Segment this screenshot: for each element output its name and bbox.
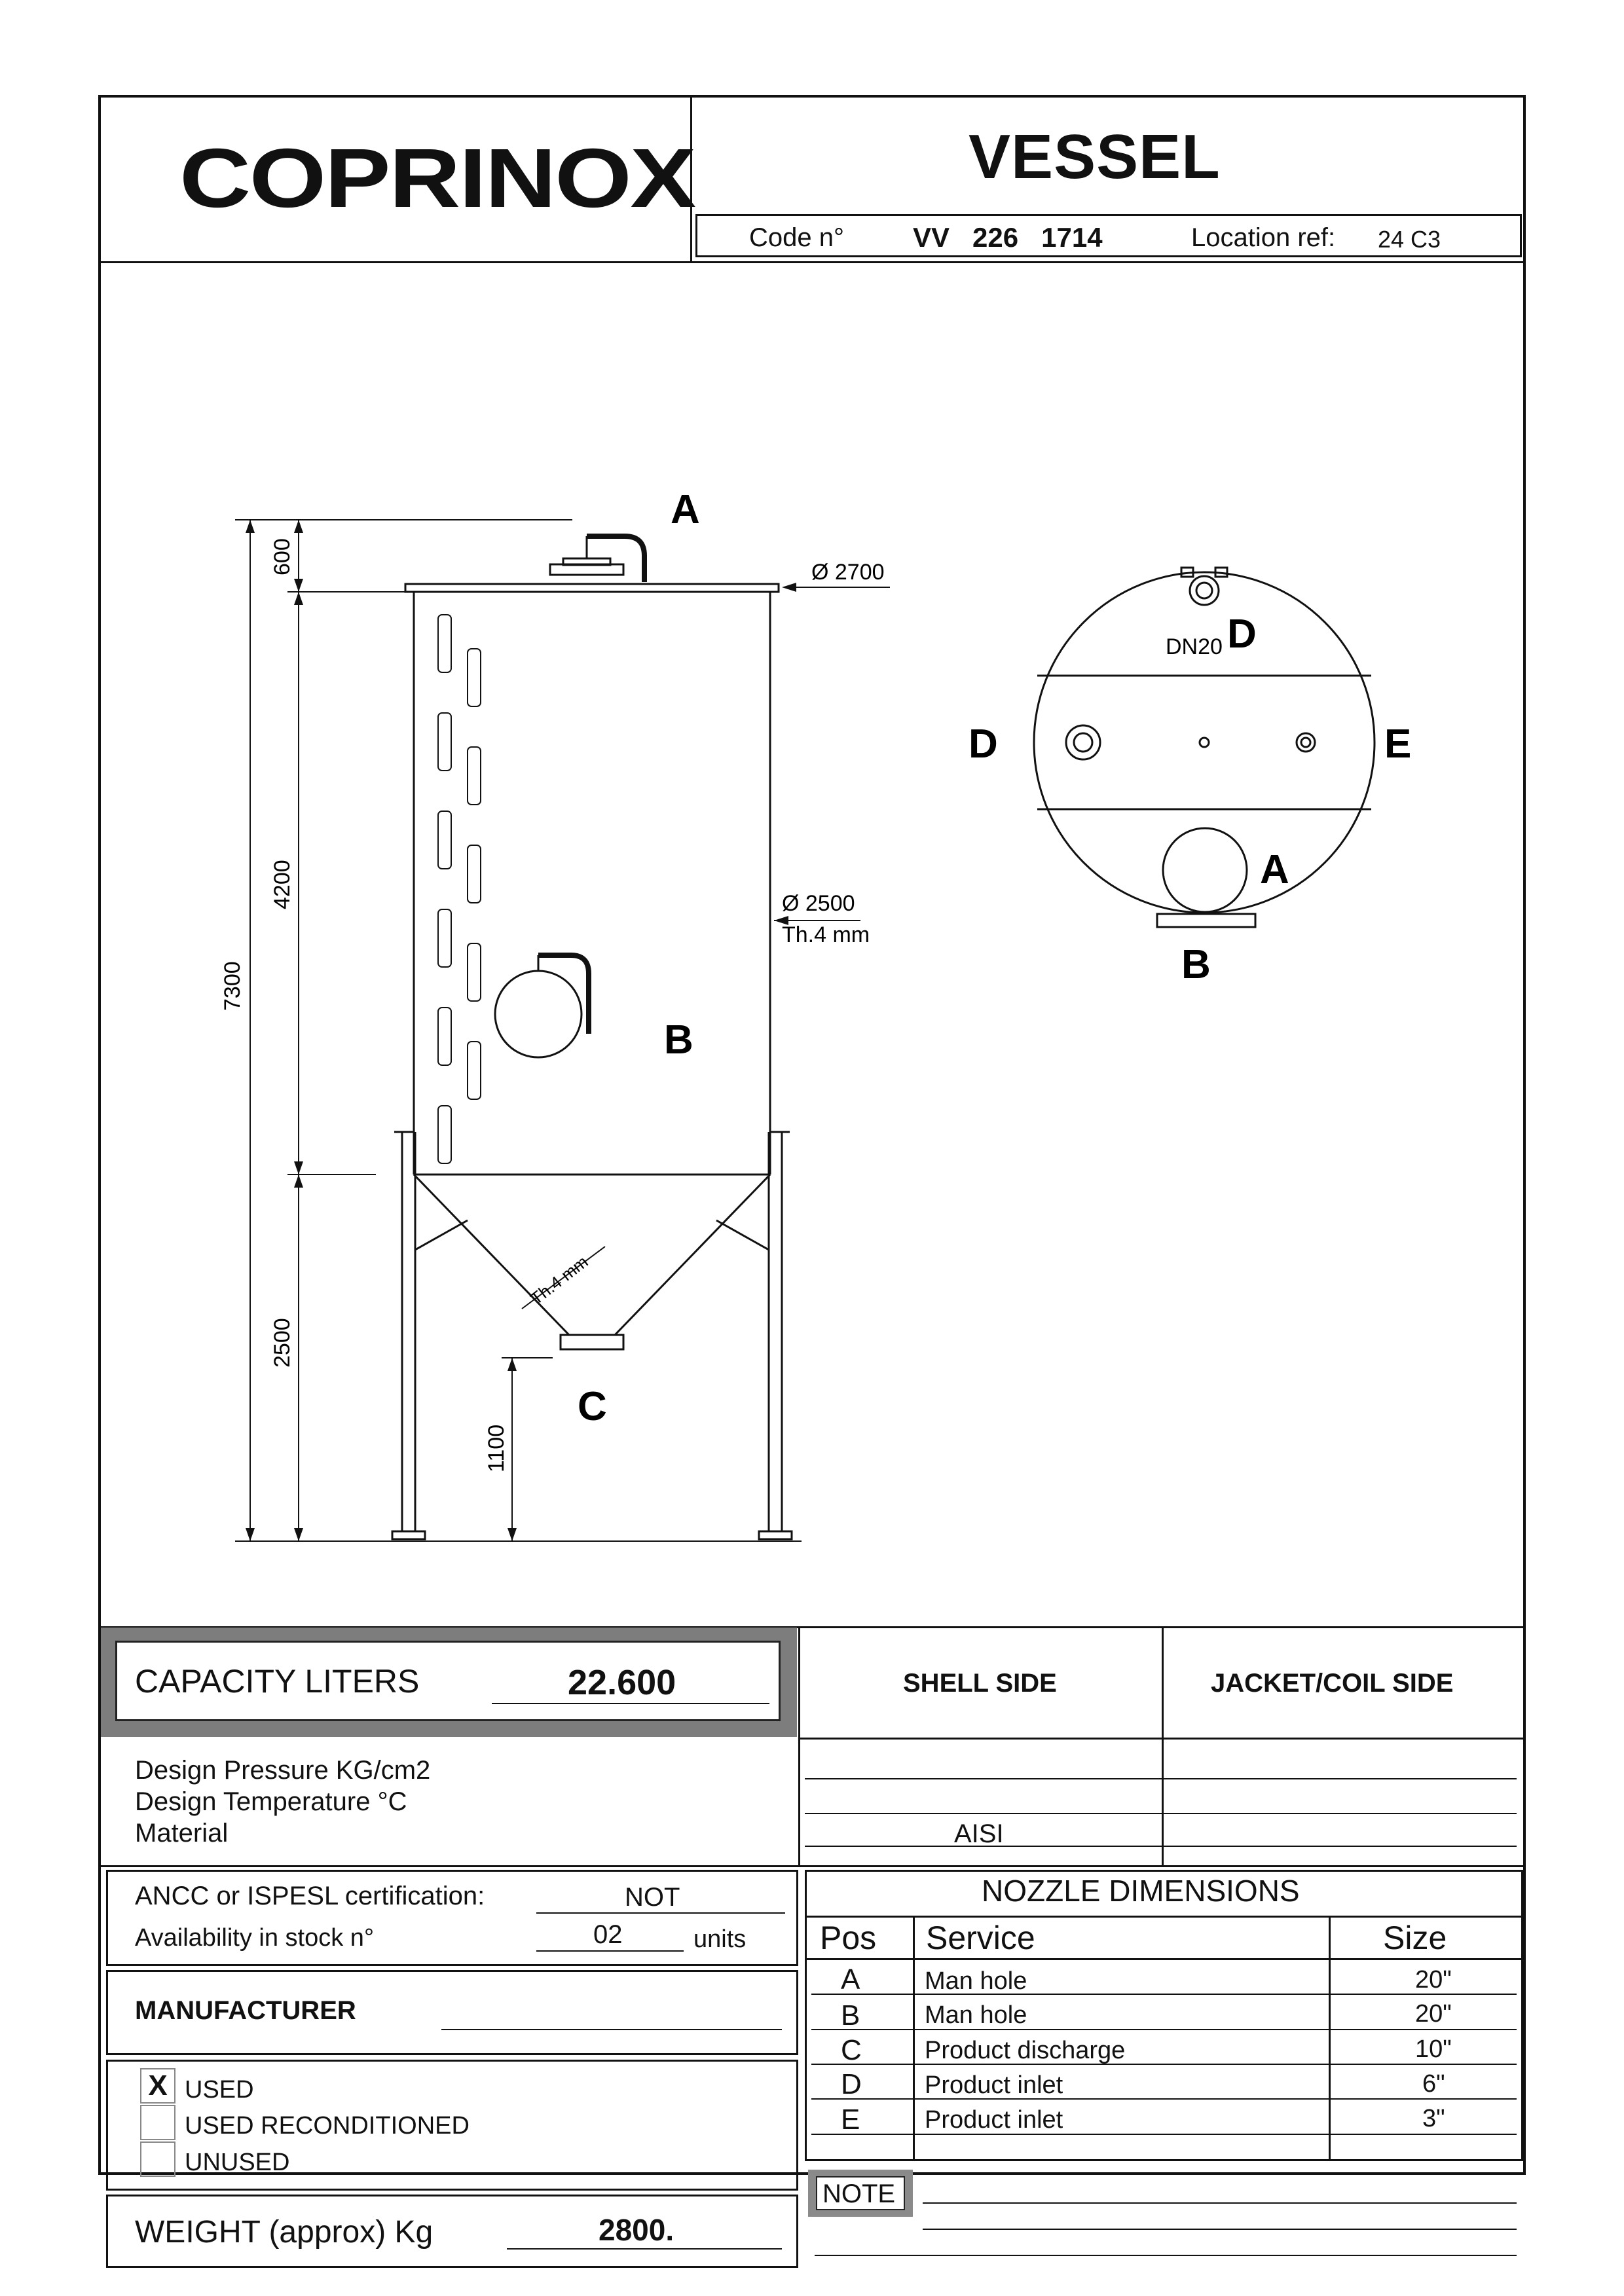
dim-top-height: 600	[270, 538, 295, 575]
nozzle-row-a-pos: A	[841, 1963, 860, 1995]
nozzle-row-line	[811, 2098, 1517, 2100]
nozzle-row-c-size: 10"	[1415, 2035, 1452, 2063]
nozzle-row-c-service: Product discharge	[925, 2037, 1126, 2064]
top-label-d-top: D	[1227, 611, 1257, 657]
location-label: Location ref:	[1191, 223, 1336, 252]
nozzle-row-b-size: 20"	[1415, 2000, 1452, 2028]
nozzle-header-pos: Pos	[820, 1920, 877, 1956]
column-divider-jacket	[1162, 1626, 1164, 1865]
vessel-drawing	[101, 261, 1523, 1626]
dim-total-height: 7300	[220, 961, 245, 1011]
nozzle-row-e-size: 3"	[1422, 2105, 1445, 2132]
nozzle-header-line	[805, 1958, 1523, 1960]
nozzle-row-d-service: Product inlet	[925, 2071, 1063, 2099]
nozzle-col-divider-1	[913, 1916, 915, 2161]
design-temperature-label: Design Temperature °C	[135, 1787, 407, 1816]
company-logo: COPRINOX	[179, 132, 695, 225]
top-label-d-left: D	[969, 721, 998, 767]
note-line-2	[923, 2229, 1517, 2230]
dim-cone-thickness: Th.4 mm	[526, 1251, 592, 1309]
weight-label: WEIGHT (approx) Kg	[135, 2215, 434, 2250]
note-line-3	[815, 2255, 1517, 2256]
sight-glasses	[438, 615, 481, 1163]
dim-cone-height: 2500	[270, 1318, 295, 1368]
design-bottom-line	[101, 1865, 1523, 1867]
stock-value: 02	[593, 1920, 623, 1949]
capacity-label: CAPACITY LITERS	[135, 1663, 420, 1700]
top-label-dn20: DN20	[1166, 634, 1223, 659]
stock-unit: units	[693, 1925, 747, 1953]
certification-value: NOT	[625, 1883, 680, 1912]
unused-checkbox[interactable]	[140, 2141, 175, 2177]
column-divider-main	[798, 1626, 800, 1865]
note-label: NOTE	[822, 2179, 896, 2208]
pressure-line	[805, 1778, 1517, 1779]
manufacturer-underline	[441, 2029, 782, 2030]
nozzle-row-line	[811, 2064, 1517, 2065]
dim-top-diameter: Ø 2700	[811, 560, 885, 585]
nozzle-row-line	[811, 1994, 1517, 1995]
certification-label: ANCC or ISPESL certification:	[135, 1882, 485, 1910]
nozzle-row-d-pos: D	[841, 2068, 862, 2100]
top-view-circle	[1034, 572, 1375, 913]
certification-underline	[536, 1912, 785, 1914]
nozzle-row-a-service: Man hole	[925, 1967, 1027, 1995]
nozzle-row-e-pos: E	[841, 2104, 860, 2136]
location-value: 24 C3	[1378, 226, 1441, 253]
page-title: VESSEL	[969, 122, 1221, 192]
dim-shell-thickness: Th.4 mm	[782, 922, 870, 947]
weight-underline	[507, 2248, 782, 2250]
nozzle-row-e-service: Product inlet	[925, 2106, 1063, 2134]
shell-side-header: SHELL SIDE	[903, 1669, 1057, 1698]
used-label: USED	[185, 2076, 254, 2104]
capacity-underline	[492, 1703, 769, 1704]
side-label-b: B	[664, 1017, 693, 1063]
dim-outlet-height: 1100	[484, 1424, 509, 1472]
nozzle-col-divider-2	[1329, 1916, 1331, 2161]
nozzle-row-c-pos: C	[841, 2034, 862, 2066]
manufacturer-label: MANUFACTURER	[135, 1996, 356, 2025]
code-value: VV 226 1714	[913, 222, 1103, 253]
nozzle-row-d-size: 6"	[1422, 2070, 1445, 2098]
material-shell-value: AISI	[954, 1819, 1004, 1848]
nozzle-row-b-pos: B	[841, 1999, 860, 2032]
stock-label: Availability in stock n°	[135, 1924, 375, 1952]
used-checkbox[interactable]: X	[140, 2068, 175, 2104]
code-label: Code n°	[749, 223, 844, 252]
material-line	[805, 1846, 1517, 1847]
dim-shell-height: 4200	[270, 860, 295, 909]
used-reconditioned-label: USED RECONDITIONED	[185, 2112, 470, 2140]
capacity-value: 22.600	[568, 1663, 676, 1702]
used-reconditioned-checkbox[interactable]	[140, 2105, 175, 2140]
datasheet	[98, 95, 1526, 2250]
nozzle-row-line	[811, 2134, 1517, 2135]
header-row-line	[798, 1738, 1523, 1740]
nozzle-row-a-size: 20"	[1415, 1966, 1452, 1994]
weight-value: 2800.	[599, 2213, 674, 2247]
unused-label: UNUSED	[185, 2149, 290, 2176]
top-label-b: B	[1181, 942, 1211, 987]
nozzle-row-b-service: Man hole	[925, 2001, 1027, 2029]
side-label-c: C	[578, 1384, 607, 1429]
top-label-e: E	[1384, 721, 1412, 767]
nozzle-table-title: NOZZLE DIMENSIONS	[982, 1874, 1300, 1908]
nozzle-header-size: Size	[1383, 1920, 1447, 1956]
design-pressure-label: Design Pressure KG/cm2	[135, 1756, 431, 1785]
top-label-a: A	[1260, 847, 1289, 892]
jacket-side-header: JACKET/COIL SIDE	[1211, 1669, 1454, 1698]
nozzle-row-line	[811, 2029, 1517, 2030]
stock-underline	[536, 1950, 684, 1952]
temperature-line	[805, 1813, 1517, 1814]
note-line-1	[923, 2202, 1517, 2204]
top-head	[405, 584, 779, 592]
dim-shell-diameter: Ø 2500	[782, 891, 855, 916]
side-label-a: A	[671, 487, 700, 532]
material-label: Material	[135, 1819, 229, 1848]
nozzle-header-service: Service	[926, 1920, 1035, 1956]
